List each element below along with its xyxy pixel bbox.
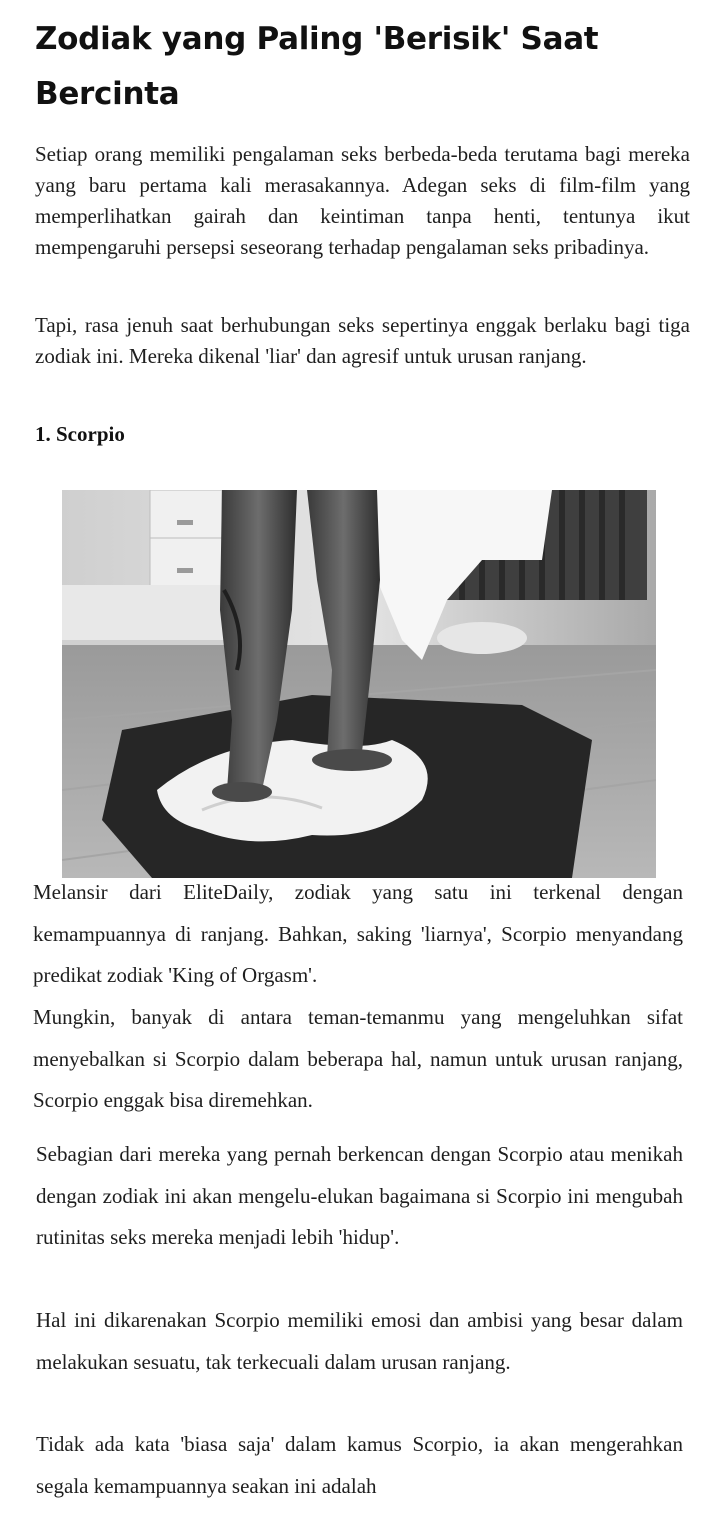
section-heading-scorpio: 1. Scorpio bbox=[35, 422, 125, 446]
body-paragraph: Melansir dari EliteDaily, zodiak yang satu ini terkenal dengan kemampuannya di ranjang. Bahkan, saking 'liarnya', Scorpio menyandang predikat zodiak 'King of Orgasm'. bbox=[33, 880, 683, 987]
article-title: Zodiak yang Paling 'Berisik' Saat Bercinta bbox=[35, 21, 599, 112]
body-paragraph: Tidak ada kata 'biasa saja' dalam kamus Scorpio, ia akan mengerahkan segala kemampuannya seakan ini adalah bbox=[36, 1432, 683, 1498]
intro-paragraph: Setiap orang memiliki pengalaman seks berbeda-beda terutama bagi mereka yang baru pertama kali merasakannya. Adegan seks di film-film yang memperlihatkan gairah dan keintiman tanpa henti, tentunya ikut mempengaruhi persepsi seseorang terhadap pengalaman seks pribadinya. bbox=[35, 142, 690, 259]
body-paragraph: Hal ini dikarenakan Scorpio memiliki emosi dan ambisi yang besar dalam melakukan sesuatu, tak terkecuali dalam urusan ranjang. bbox=[36, 1308, 683, 1374]
photo-image-icon bbox=[62, 490, 656, 878]
article-photo bbox=[62, 490, 656, 878]
body-paragraph: Sebagian dari mereka yang pernah berkencan dengan Scorpio atau menikah dengan zodiak ini akan mengelu-elukan bagaimana si Scorpio ini mengubah rutinitas seks mereka menjadi lebih 'hidup'. bbox=[36, 1142, 683, 1249]
body-paragraph: Mungkin, banyak di antara teman-temanmu yang mengeluhkan sifat menyebalkan si Scorpio dalam beberapa hal, namun untuk urusan ranjang, Scorpio enggak bisa diremehkan. bbox=[33, 1005, 683, 1112]
intro-paragraph: Tapi, rasa jenuh saat berhubungan seks sepertinya enggak berlaku bagi tiga zodiak ini. Mereka dikenal 'liar' dan agresif untuk urusan ranjang. bbox=[35, 313, 690, 368]
